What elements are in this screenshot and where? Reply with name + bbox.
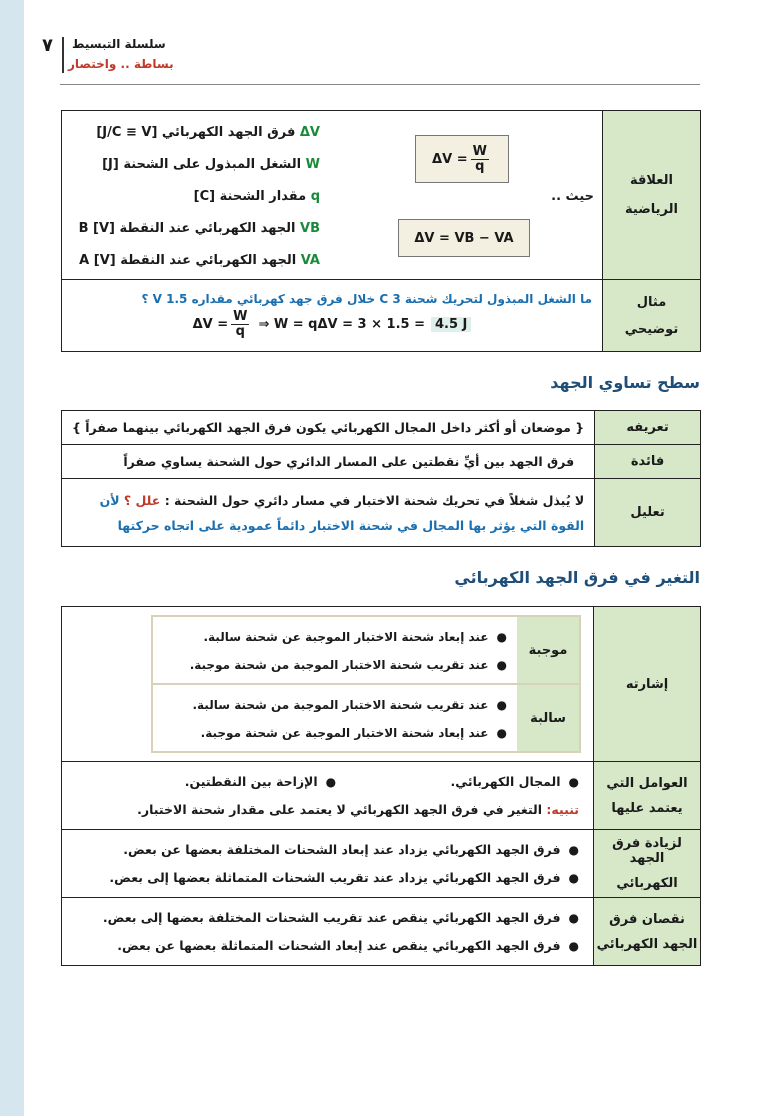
left-margin-strip xyxy=(0,0,24,1116)
def-text: الجهد الكهربائي عند النقطة B [V] xyxy=(78,221,296,236)
definitions-list xyxy=(78,117,320,277)
def-text: مقدار الشحنة [C] xyxy=(193,189,307,204)
def-label: تعريفه xyxy=(595,411,701,445)
negative-item-text: عند تقريب شحنة الاختبار الموجبة من شحنة سالبة. xyxy=(192,698,489,712)
factor-item: الإزاحة بين النقطتين. xyxy=(184,773,318,789)
positive-group xyxy=(153,617,579,685)
difference-box: ΔV = VB − VA xyxy=(398,219,530,257)
formula-box xyxy=(415,135,509,183)
def-symbol: VA xyxy=(300,253,320,268)
def-text: فرق الجهد الكهربائي [J/C ≡ V] xyxy=(96,125,296,140)
def-row xyxy=(88,117,320,149)
sign-box xyxy=(151,615,581,753)
def-row xyxy=(88,181,320,213)
negative-item-text: عند إبعاد شحنة الاختبار الموجبة عن شحنة موجبة. xyxy=(200,726,489,740)
increase-label xyxy=(594,830,701,898)
sol-den: q xyxy=(235,324,245,339)
example-body xyxy=(62,280,603,352)
positive-item-text: عند تقريب شحنة الاختبار الموجبة من شحنة موجبة. xyxy=(189,658,489,672)
reason-why: علل ؟ xyxy=(123,492,161,508)
where-text: حيث .. xyxy=(551,189,594,204)
positive-label: موجبة xyxy=(517,617,579,683)
decrease-label-2: الجهد الكهربائي xyxy=(596,936,698,952)
example-label xyxy=(603,280,701,352)
factor-item: المجال الكهربائي. xyxy=(450,773,561,789)
note-row xyxy=(76,796,579,824)
increase-item-text: فرق الجهد الكهربائي يزداد عند إبعاد الشحنات المختلفة بعضها عن بعض. xyxy=(123,841,561,857)
def-row xyxy=(78,213,320,245)
def-row xyxy=(79,245,320,277)
page-header xyxy=(38,33,218,81)
def-text: الشغل المبذول على الشحنة [J] xyxy=(102,157,302,172)
increase-label-1: لزيادة فرق الجهد xyxy=(612,836,682,866)
sol-rest: ⇒ W = qΔV = 3 × 1.5 = xyxy=(258,317,425,332)
relation-body xyxy=(62,111,603,280)
eq1-lhs: ΔV = xyxy=(432,151,468,167)
relation-table xyxy=(61,110,701,352)
sol-num: W xyxy=(233,309,248,325)
header-rule xyxy=(60,84,700,85)
reason-q-text: لا يُبذل شغلاً في تحريك شحنة الاختبار في مسار دائري حول الشحنة : xyxy=(164,492,585,508)
benefit-text: فرق الجهد بين أيِّ نقطتين على المسار الدائري حول الشحنة يساوي صفراً xyxy=(62,445,595,479)
increase-item: ●فرق الجهد الكهربائي يزداد عند إبعاد الشحنات المختلفة بعضها عن بعض. xyxy=(123,841,579,857)
eq1-num: W xyxy=(472,143,487,159)
relation-label xyxy=(603,111,701,280)
reason-because: لأن xyxy=(99,492,120,508)
def-symbol: q xyxy=(310,189,320,204)
benefit-label: فائدة xyxy=(595,445,701,479)
factors-label-1: العوامل التي xyxy=(606,775,688,791)
def-row xyxy=(88,149,320,181)
sol-answer: 4.5 J xyxy=(431,317,471,332)
positive-item-text: عند إبعاد شحنة الاختبار الموجبة عن شحنة سالبة. xyxy=(203,630,489,644)
increase-body xyxy=(62,830,594,898)
sign-label: إشارته xyxy=(594,607,701,762)
factors-label xyxy=(594,762,701,830)
def-symbol: VB xyxy=(300,221,320,236)
example-solution xyxy=(72,310,592,338)
note-text: التغير في فرق الجهد الكهربائي لا يعتمد على مقدار شحنة الاختبار. xyxy=(137,801,543,817)
equipotential-table xyxy=(61,410,701,547)
positive-item: ●عند إبعاد شحنة الاختبار الموجبة عن شحنة سالبة. xyxy=(203,630,507,644)
reason-body xyxy=(62,479,595,547)
def-symbol: W xyxy=(305,157,320,172)
def-text: { موضعان أو أكثر داخل المجال الكهربائي يكون فرق الجهد الكهربائي بينهما صفراً } xyxy=(62,411,595,445)
page-number: ٧ xyxy=(42,35,53,56)
decrease-item: ●فرق الجهد الكهربائي ينقص عند إبعاد الشحنات المتماثلة بعضها عن بعض. xyxy=(117,937,579,953)
decrease-label xyxy=(594,898,701,966)
reason-question xyxy=(72,493,584,508)
positive-items xyxy=(153,617,517,683)
increase-label-2: الكهربائي xyxy=(616,876,678,891)
sol-lhs: ΔV = xyxy=(192,317,229,332)
factors-label-2: يعتمد عليها xyxy=(611,800,683,816)
series-slogan: بساطة .. واختصار xyxy=(68,57,174,71)
section-title-change: التغير في فرق الجهد الكهربائي xyxy=(454,568,700,587)
def-text: الجهد الكهربائي عند النقطة A [V] xyxy=(79,253,297,268)
decrease-item-text: فرق الجهد الكهربائي ينقص عند إبعاد الشحنات المتماثلة بعضها عن بعض. xyxy=(117,937,561,953)
relation-label-2: الرياضية xyxy=(625,202,678,217)
negative-group xyxy=(153,685,579,751)
factors-row: ●المجال الكهربائي. ●الإزاحة بين النقطتين. xyxy=(184,773,579,789)
example-label-2: توضيحي xyxy=(624,321,679,337)
section-title-equipotential: سطح تساوي الجهد xyxy=(550,373,700,392)
sol-fraction xyxy=(231,310,249,338)
negative-items xyxy=(153,685,517,751)
relation-label-1: العلاقة xyxy=(630,173,673,188)
decrease-label-1: نقصان فرق xyxy=(609,911,685,927)
negative-item: ●عند تقريب شحنة الاختبار الموجبة من شحنة سالبة. xyxy=(192,698,507,712)
def-symbol: ΔV xyxy=(299,125,320,140)
positive-item: ●عند تقريب شحنة الاختبار الموجبة من شحنة موجبة. xyxy=(189,658,507,672)
reason-label: تعليل xyxy=(595,479,701,547)
example-label-1: مثال xyxy=(636,294,667,310)
decrease-item-text: فرق الجهد الكهربائي ينقص عند تقريب الشحنات المختلفة بعضها إلى بعض. xyxy=(102,909,561,925)
sign-body xyxy=(62,607,594,762)
negative-label: سالبة xyxy=(517,685,579,751)
header-divider xyxy=(62,37,64,73)
note-tag: تنبيه: xyxy=(546,801,579,817)
factors-body xyxy=(62,762,594,830)
eq1-den: q xyxy=(475,158,485,174)
reason-answer: القوة التي يؤثر بها المجال في شحنة الاختبار دائماً عمودية على اتجاه حركتها xyxy=(117,517,585,533)
decrease-item: ●فرق الجهد الكهربائي ينقص عند تقريب الشحنات المختلفة بعضها إلى بعض. xyxy=(102,909,579,925)
example-question: ما الشغل المبذول لتحريك شحنة 3 C خلال فرق جهد كهربائي مقداره 1.5 V ؟ xyxy=(141,292,592,307)
decrease-body xyxy=(62,898,594,966)
change-table xyxy=(61,606,701,966)
series-title: سلسلة التبسيط xyxy=(72,37,166,51)
increase-item-text: فرق الجهد الكهربائي يزداد عند تقريب الشحنات المتماثلة بعضها إلى بعض. xyxy=(109,869,561,885)
eq1-fraction xyxy=(471,145,489,173)
increase-item: ●فرق الجهد الكهربائي يزداد عند تقريب الشحنات المتماثلة بعضها إلى بعض. xyxy=(109,869,579,885)
negative-item: ●عند إبعاد شحنة الاختبار الموجبة عن شحنة موجبة. xyxy=(200,726,507,740)
